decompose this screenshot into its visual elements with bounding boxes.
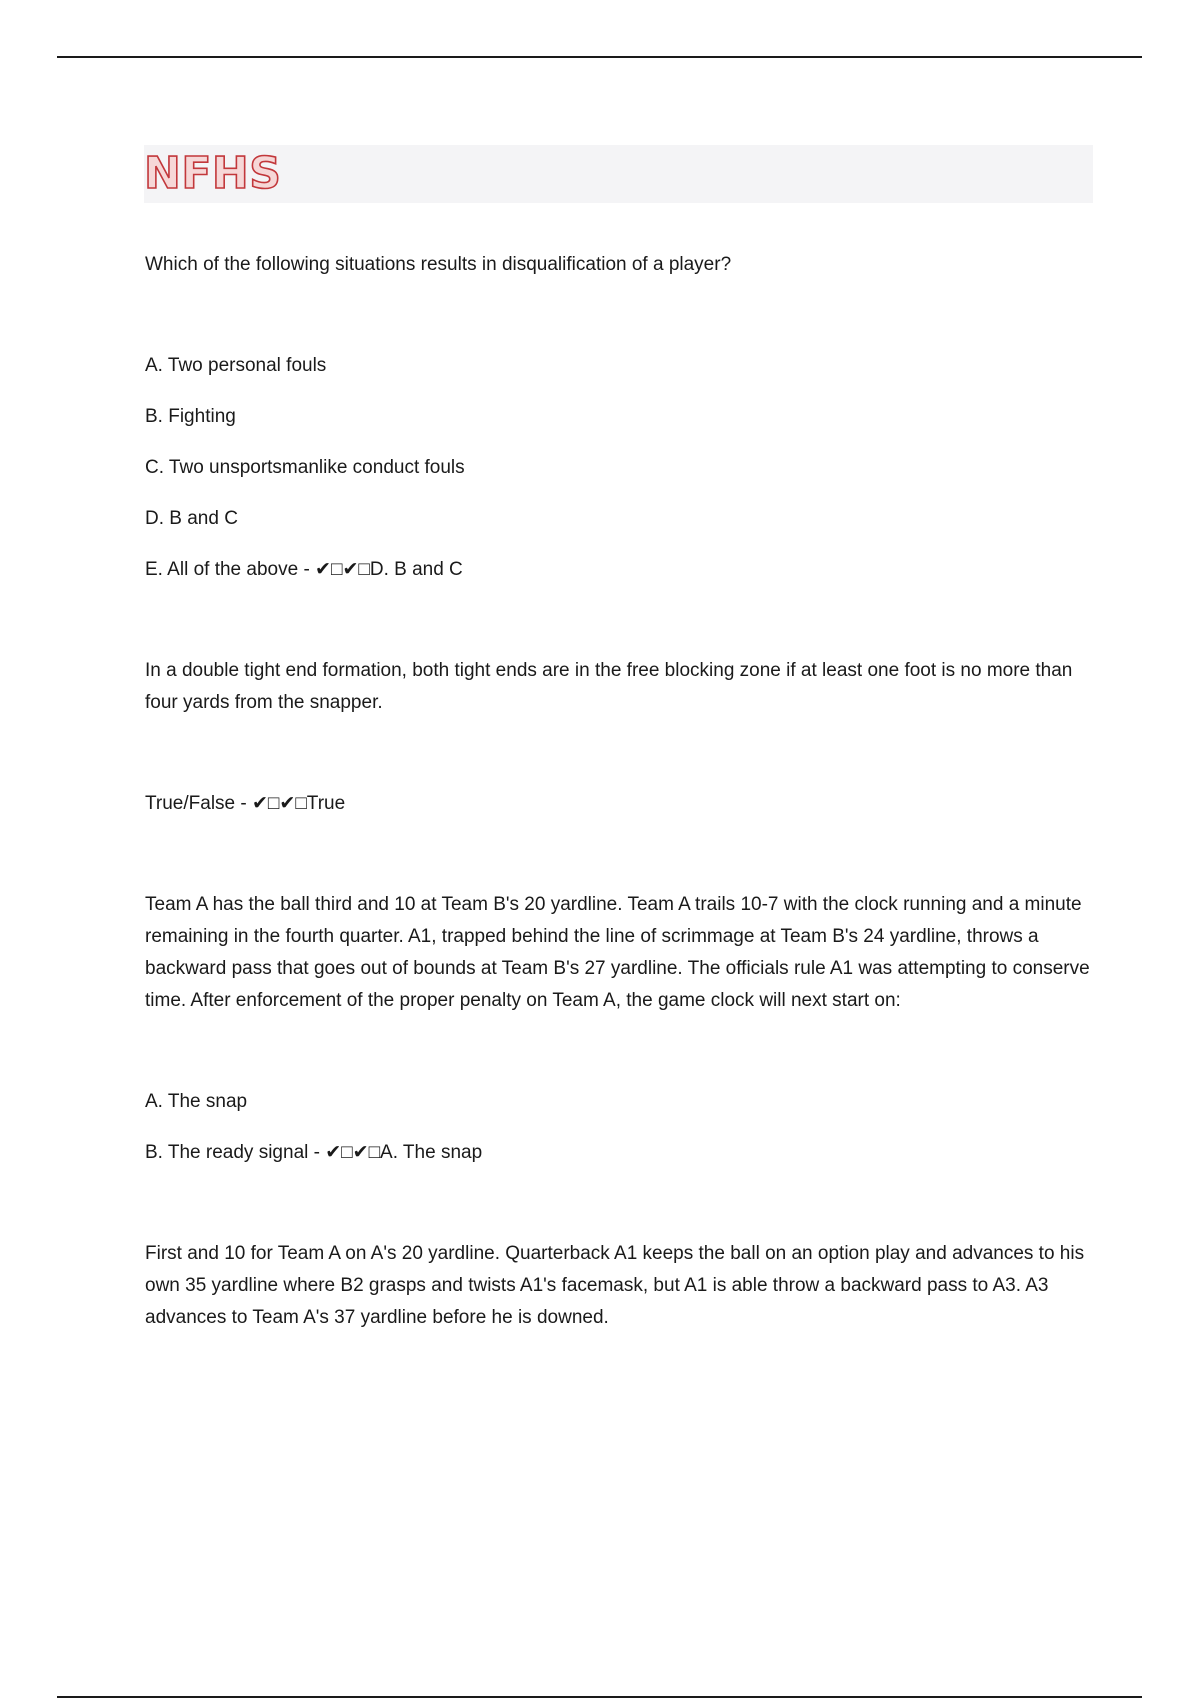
question-2-answer: True	[306, 793, 346, 814]
question-1-option-c: C. Two unsportsmanlike conduct fouls	[145, 457, 465, 478]
checkmark-icon: ✔□✔□	[315, 559, 370, 580]
question-2-answer-line	[145, 788, 1093, 820]
question-1-answer: D. B and C	[369, 559, 463, 580]
question-1-answer-line	[145, 554, 1093, 586]
question-2: In a double tight end formation, both tight ends are in the free blocking zone if at least one foot is no more than four yards from the snapper.	[145, 660, 1073, 713]
question-1-option-d: D. B and C	[145, 508, 238, 529]
question-3-answer-line	[145, 1137, 1093, 1169]
question-3-option-a: A. The snap	[145, 1091, 248, 1112]
question-3-option-b: B. The ready signal -	[145, 1142, 326, 1163]
checkmark-icon: ✔□✔□	[252, 793, 307, 814]
question-2-prompt: True/False -	[145, 793, 252, 814]
checkmark-icon: ✔□✔□	[325, 1142, 381, 1163]
question-3: Team A has the ball third and 10 at Team B's 20 yardline. Team A trails 10-7 with the clock running and a minute remaining in the fourth quarter. A1, trapped behind the line of scrimmage at Team B's 24 yardline, throws a backward pass that goes out of bounds at Team B's 27 yardline. The officials rule A1 was attempting to conserve time. After enforcement of the proper penalty on Team A, the game clock will next start on:	[145, 894, 1090, 1011]
question-1-option-e: E. All of the above -	[145, 559, 316, 580]
footer-rule	[57, 1696, 1142, 1698]
question-1: Which of the following situations results in disqualification of a player?	[145, 254, 732, 275]
question-4: First and 10 for Team A on A's 20 yardline. Quarterback A1 keeps the ball on an option play and advances to his own 35 yardline where B2 grasps and twists A1's facemask, but A1 is able throw a backward pass to A3. A3 advances to Team A's 37 yardline before he is downed.	[145, 1243, 1085, 1328]
title-banner	[144, 145, 1093, 203]
document-title: NFHS	[144, 148, 282, 199]
document-body	[145, 145, 1093, 1334]
question-3-answer: A. The snap	[380, 1142, 483, 1163]
header-rule	[57, 56, 1142, 58]
question-1-option-b: B. Fighting	[145, 406, 236, 427]
question-1-option-a: A. Two personal fouls	[145, 355, 327, 376]
